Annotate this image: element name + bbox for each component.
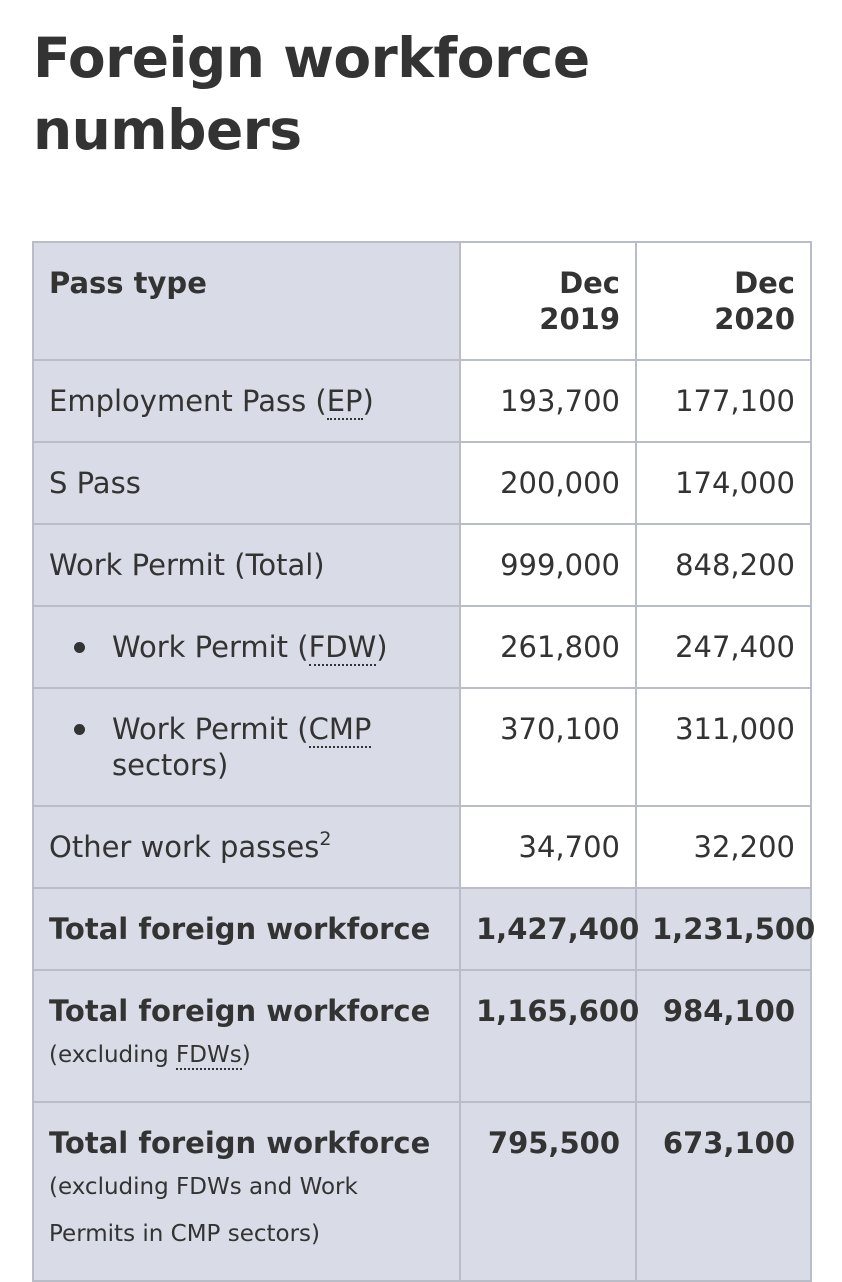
- row-label-employment-pass: [33, 360, 460, 442]
- cell-value: 848,200: [636, 524, 811, 606]
- table-row: [33, 442, 811, 524]
- label-text: ): [362, 384, 374, 418]
- cell-value: 370,100: [460, 688, 636, 806]
- bullet-icon: [74, 724, 85, 735]
- header-pass-type: Pass type: [33, 242, 460, 360]
- note-text: ): [241, 1042, 251, 1068]
- cell-value: 673,100: [636, 1102, 811, 1281]
- table-header-row: [33, 242, 811, 360]
- table-row: [33, 524, 811, 606]
- table-row: [33, 806, 811, 888]
- abbr-fdws[interactable]: FDWs: [176, 1042, 242, 1068]
- label-text: Work Permit (: [112, 630, 309, 664]
- row-label-work-permit-fdw: [33, 606, 460, 688]
- abbr-ep[interactable]: EP: [326, 384, 363, 418]
- cell-value: 174,000: [636, 442, 811, 524]
- row-label-work-permit-cmp: [33, 688, 460, 806]
- table-row: [33, 360, 811, 442]
- foreign-workforce-table: [32, 241, 816, 1282]
- cell-value: 261,800: [460, 606, 636, 688]
- header-dec-2020: Dec 2020: [636, 242, 811, 360]
- label-text: Total foreign workforce: [49, 1126, 431, 1160]
- cell-value: 193,700: [460, 360, 636, 442]
- table-row-total: [33, 888, 811, 970]
- row-note: (excluding FDWs and Work Permits in CMP sectors): [49, 1174, 358, 1247]
- table-row: [33, 688, 811, 806]
- abbr-cmp[interactable]: CMP: [308, 712, 372, 746]
- cell-value: 311,000: [636, 688, 811, 806]
- bullet-icon: [74, 642, 85, 653]
- cell-value: 247,400: [636, 606, 811, 688]
- row-label-s-pass: S Pass: [33, 442, 460, 524]
- row-label-total: Total foreign workforce: [33, 888, 460, 970]
- cell-value: 984,100: [636, 970, 811, 1102]
- footnote-ref[interactable]: 2: [319, 828, 332, 850]
- row-label-other-work-passes: [33, 806, 460, 888]
- row-label-total-ex-fdw-cmp: [33, 1102, 460, 1281]
- label-text: ): [376, 630, 388, 664]
- table-row-total-ex-fdw-cmp: [33, 1102, 811, 1281]
- table-row: [33, 606, 811, 688]
- row-label-work-permit-total: Work Permit (Total): [33, 524, 460, 606]
- label-text: sectors): [112, 748, 229, 782]
- cell-value: 34,700: [460, 806, 636, 888]
- cell-value: 200,000: [460, 442, 636, 524]
- label-text: Other work passes: [49, 830, 320, 864]
- cell-value: 1,165,600: [460, 970, 636, 1102]
- page-title: Foreign workforce numbers: [33, 26, 590, 162]
- header-dec-2019: Dec 2019: [460, 242, 636, 360]
- abbr-fdw[interactable]: FDW: [308, 630, 377, 664]
- cell-value: 32,200: [636, 806, 811, 888]
- label-text: Employment Pass (: [49, 384, 327, 418]
- cell-value: 999,000: [460, 524, 636, 606]
- cell-value: 1,231,500: [636, 888, 811, 970]
- cell-value: 177,100: [636, 360, 811, 442]
- table-row-total-ex-fdw: [33, 970, 811, 1102]
- row-label-total-ex-fdw: [33, 970, 460, 1102]
- cell-value: 795,500: [460, 1102, 636, 1281]
- label-text: Work Permit (: [112, 712, 309, 746]
- note-text: (excluding: [49, 1042, 177, 1068]
- label-text: Total foreign workforce: [49, 994, 431, 1028]
- cell-value: 1,427,400: [460, 888, 636, 970]
- row-note: [49, 1032, 444, 1079]
